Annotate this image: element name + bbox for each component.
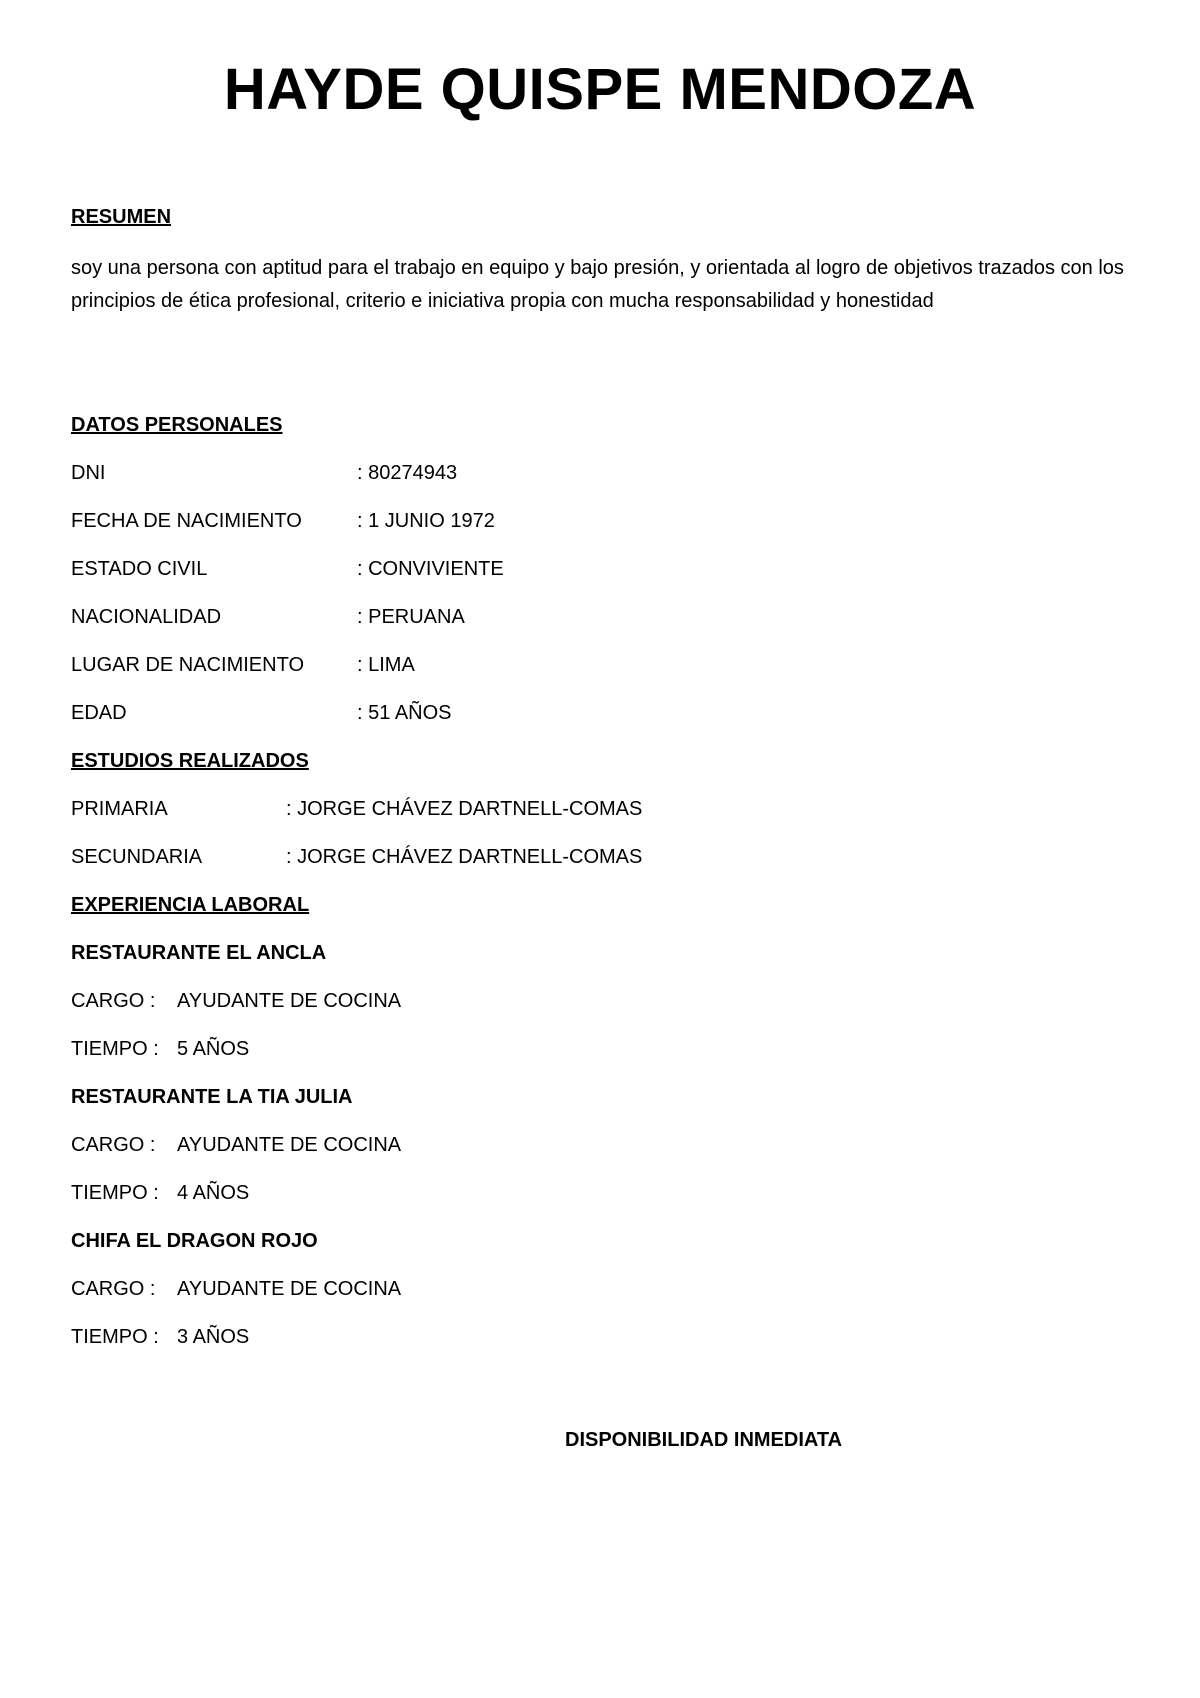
personal-value: : CONVIVIENTE: [357, 558, 504, 580]
candidate-name: HAYDE QUISPE MENDOZA: [223, 57, 977, 122]
job-employer: RESTAURANTE LA TIA JULIA: [71, 1086, 353, 1108]
personal-value: : 51 AÑOS: [357, 702, 452, 724]
job-tiempo-label: TIEMPO :: [71, 1182, 159, 1204]
job-tiempo-row: [71, 1180, 249, 1206]
job-tiempo-value: 4 AÑOS: [177, 1182, 250, 1204]
job-cargo-row: [71, 1276, 401, 1302]
personal-value: : 80274943: [357, 462, 458, 484]
job-tiempo-row: [71, 1324, 249, 1350]
job-tiempo-label: TIEMPO :: [71, 1326, 159, 1348]
studies-row-secondary: [71, 844, 642, 870]
availability-note: DISPONIBILIDAD INMEDIATA: [565, 1429, 843, 1451]
personal-label: FECHA DE NACIMIENTO: [71, 510, 302, 532]
personal-value: : 1 JUNIO 1972: [357, 510, 495, 532]
studies-label: PRIMARIA: [71, 798, 168, 820]
personal-value: : LIMA: [357, 654, 415, 676]
personal-row-dni: [71, 460, 457, 486]
personal-label: ESTADO CIVIL: [71, 558, 208, 580]
job-cargo-row: [71, 988, 401, 1014]
personal-label: DNI: [71, 462, 106, 484]
personal-label: LUGAR DE NACIMIENTO: [71, 654, 304, 676]
job-cargo-value: AYUDANTE DE COCINA: [177, 1278, 402, 1300]
studies-row-primary: [71, 796, 642, 822]
personal-row-birthplace: [71, 652, 415, 678]
personal-row-birthdate: [71, 508, 495, 534]
job-tiempo-label: TIEMPO :: [71, 1038, 159, 1060]
summary-text: soy una persona con aptitud para el trabajo en equipo y bajo presión, y orientada al logro de objetivos trazados con los principios de ética profesional, criterio e iniciativa propia con mucha responsabilidad y honestidad: [71, 257, 1124, 312]
studies-label: SECUNDARIA: [71, 846, 203, 868]
job-cargo-value: AYUDANTE DE COCINA: [177, 990, 402, 1012]
summary-heading: RESUMEN: [71, 206, 172, 228]
experience-heading: EXPERIENCIA LABORAL: [71, 894, 310, 916]
personal-row-age: [71, 700, 452, 726]
personal-label: NACIONALIDAD: [71, 606, 222, 628]
studies-heading: ESTUDIOS REALIZADOS: [71, 750, 309, 772]
job-tiempo-value: 3 AÑOS: [177, 1326, 250, 1348]
job-employer: CHIFA EL DRAGON ROJO: [71, 1230, 318, 1252]
personal-label: EDAD: [71, 702, 127, 724]
job-employer: RESTAURANTE EL ANCLA: [71, 942, 327, 964]
job-cargo-label: CARGO :: [71, 1278, 156, 1300]
personal-row-nationality: [71, 604, 465, 630]
job-cargo-label: CARGO :: [71, 1134, 156, 1156]
studies-value: : JORGE CHÁVEZ DARTNELL-COMAS: [286, 846, 643, 868]
personal-value: : PERUANA: [357, 606, 465, 628]
personal-row-civil-status: [71, 556, 504, 582]
job-cargo-row: [71, 1132, 401, 1158]
job-tiempo-value: 5 AÑOS: [177, 1038, 250, 1060]
job-tiempo-row: [71, 1036, 249, 1062]
job-cargo-value: AYUDANTE DE COCINA: [177, 1134, 402, 1156]
job-cargo-label: CARGO :: [71, 990, 156, 1012]
studies-value: : JORGE CHÁVEZ DARTNELL-COMAS: [286, 798, 643, 820]
personal-data-heading: DATOS PERSONALES: [71, 414, 283, 436]
